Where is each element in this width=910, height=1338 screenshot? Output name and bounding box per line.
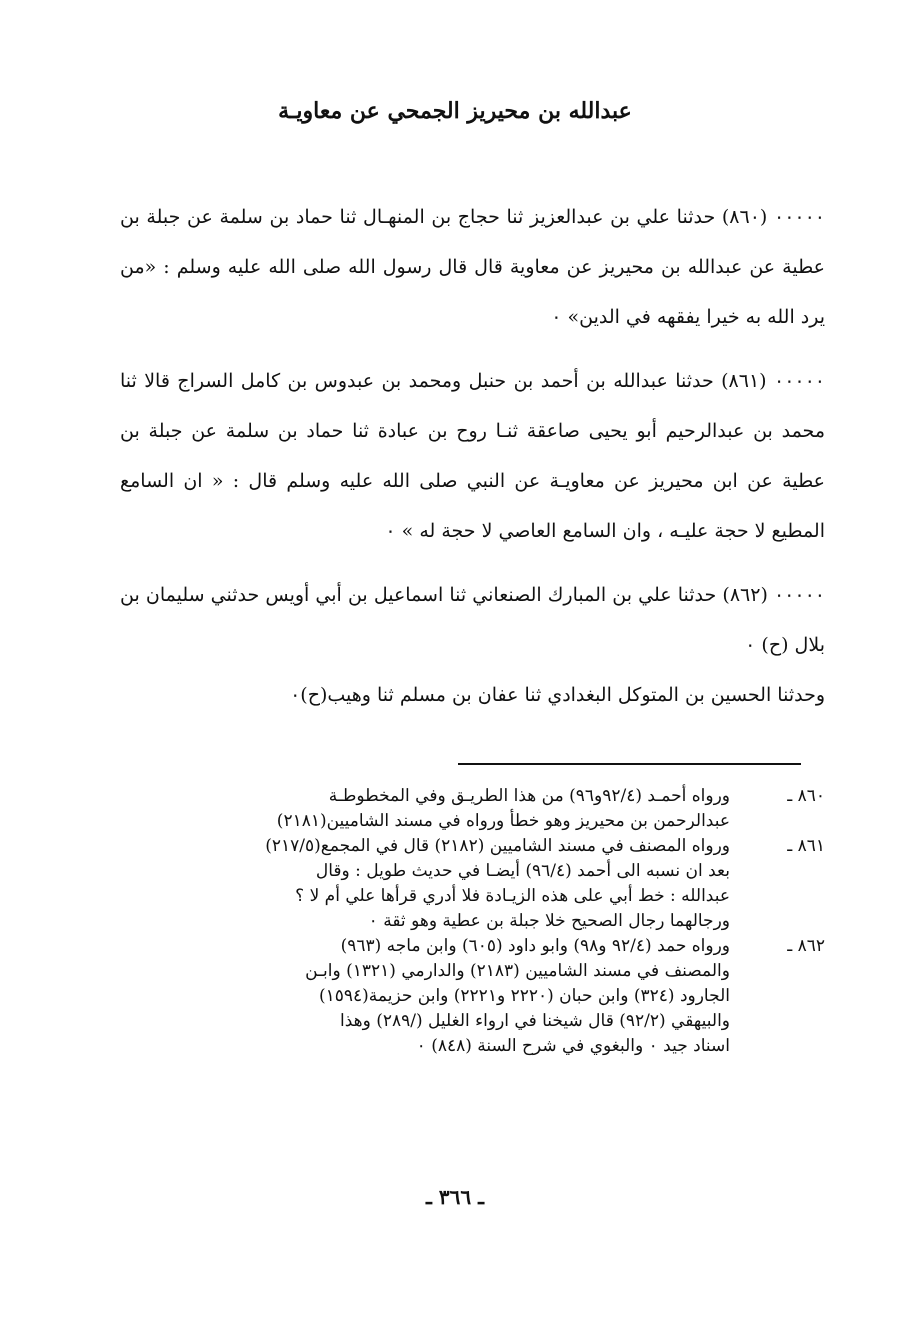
footnote-line: اسناد جيد ٠ والبغوي في شرح السنة (٨٤٨) ٠ xyxy=(416,1036,730,1056)
footnote-line: عبدالرحمن بن محيريز وهو خطأ ورواه في مسند الشاميين(٢١٨١) xyxy=(276,811,730,831)
footnote-line: والبيهقي (٩٢/٢) قال شيخنا في ارواء الغليل (/٢٨٩) وهذا xyxy=(339,1011,730,1031)
footnote-line: ورجالهما رجال الصحيح خلا جبلة بن عطية وهو ثقة ٠ xyxy=(368,911,730,931)
footnote-text xyxy=(110,834,730,934)
footnote-text xyxy=(110,784,730,834)
footnote-line: ورواه أحمـد (٩٢/٤و٩٦) من هذا الطريـق وفي المخطوطـة xyxy=(328,786,730,806)
footnote-divider xyxy=(458,763,801,765)
footnote-862 xyxy=(110,934,825,1059)
footnote-number: ٨٦٠ ـ xyxy=(787,786,825,806)
page-title: عبدالله بن محيريز الجمحي عن معاويـة xyxy=(278,98,632,124)
hadith-862-paragraph: ٠٠٠٠٠ (٨٦٢) حدثنا علي بن المبارك الصنعاني ثنا اسماعيل بن أبي أويس حدثني سليمان بن بلال (ح) ٠ xyxy=(120,584,825,656)
hadith-860-paragraph: ٠٠٠٠٠ (٨٦٠) حدثنا علي بن عبدالعزيز ثنا حجاج بن المنهـال ثنا حماد بن سلمة عن جبلة بن عطية عن عبدالله بن محيريز عن معاوية قال قال رسول الله صلى الله عليه وسلم : «من يرد الله به خيرا يفقهه في الدين» ٠ xyxy=(120,206,826,328)
footnote-861 xyxy=(110,834,825,934)
footnote-line: ورواه حمد (٩٢/٤ و٩٨) وابو داود (٦٠٥) وابن ماجه (٩٦٣) xyxy=(340,936,730,956)
footnote-number: ٨٦٢ ـ xyxy=(787,936,825,956)
footnote-text xyxy=(110,934,730,1059)
footnotes xyxy=(110,784,825,1059)
hadith-body xyxy=(120,192,825,734)
footnote-line: عبدالله : خط أبي على هذه الزيـادة فلا أدري قرأها علي أم لا ؟ xyxy=(295,886,730,906)
footnote-line: ورواه المصنف في مسند الشاميين (٢١٨٢) قال في المجمع(٢١٧/٥) xyxy=(265,836,730,856)
footnote-line: بعد ان نسبه الى أحمد (٩٦/٤) أيضـا في حديث طويل : وقال xyxy=(315,861,730,881)
page-number: ـ ٣٦٦ ـ xyxy=(426,1185,484,1209)
hadith-861-paragraph: ٠٠٠٠٠ (٨٦١) حدثنا عبدالله بن أحمد بن حنبل ومحمد بن عبدوس بن كامل السراج قالا ثنا محمد بن عبدالرحيم أبو يحيى صاعقة ثنـا روح بن عبادة ثنا حماد بن سلمة عن جبلة بن عطية عن ابن محيريز عن معاويـة عن النبي صلى الله عليه وسلم قال : « ان السامع المطيع لا حجة عليـه ، وان السامع العاصي لا حجة له » ٠ xyxy=(120,370,826,542)
footnote-line: الجارود (٣٢٤) وابن حبان (٢٢٢٠ و٢٢٢١) وابن حزيمة(١٥٩٤) xyxy=(319,986,730,1006)
hadith-862-continuation: وحدثنا الحسين بن المتوكل البغدادي ثنا عفان بن مسلم ثنا وهيب(ح)٠ xyxy=(290,684,825,706)
footnote-860 xyxy=(110,784,825,834)
footnote-number: ٨٦١ ـ xyxy=(787,836,825,856)
footnote-line: والمصنف في مسند الشاميين (٢١٨٣) والدارمي (١٣٢١) وابـن xyxy=(305,961,730,981)
